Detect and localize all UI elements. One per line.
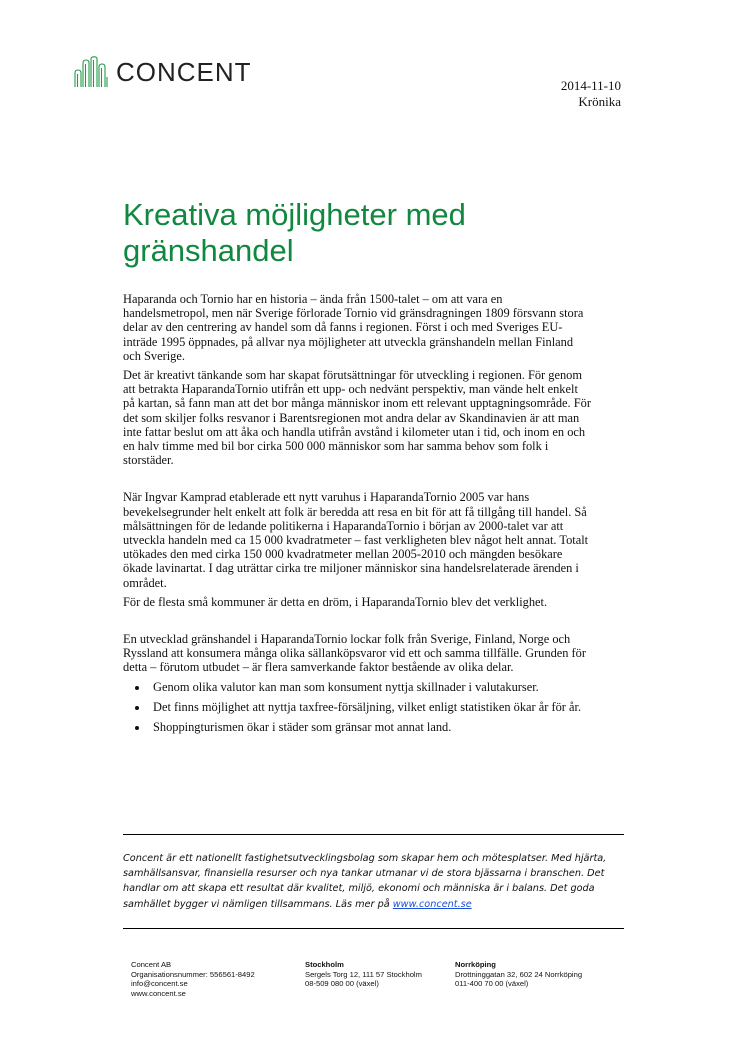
paragraph-creative-thinking: Det är kreativt tänkande som har skapat förutsättningar för utveckling i regionen. För genom att betrakta HaparandaTornio utifrån ett upp- och nedvänt perspektiv, man vände helt enkelt på kartan, så fann man att det bor många människor inom ett relevant upptagningsområde. För det som skiljer folks resvanor i Barentsregionen mot andra delar av Skandinavien är att man inte fattar beslut om att åka och handla utifrån avstånd i kilometer utan i tid, och inom en och en halv timme med bil bor cirka 500 000 människor som har samma behov som folk i storstäder. [123,368,591,468]
footer-company [131,960,255,998]
paragraph-dream: För de flesta små kommuner är detta en dröm, i HaparandaTornio blev det verklighet. [123,594,548,609]
brand-name: CONCENT [116,57,252,87]
stockholm-phone: 08-509 080 00 (växel) [305,979,379,989]
concent-building-icon [73,56,109,88]
about-text: Concent är ett nationellt fastighetsutvecklingsbolag som skapar hem och mötesplatser. Med hjärta, samhällsansvar, finansiella resurser och nya tankar utmanar vi de stora bjässarna i branschen. Det handlar om att skapa ett resultat där kvalitet, miljö, ekonomi och människa är i balans. Det goda samhället bygger vi nämligen tillsammans. Läs mer på [123,853,607,910]
company-email[interactable]: info@concent.se [131,979,188,989]
paragraph-border-trade: En utvecklad gränshandel i HaparandaTornio lockar folk från Sverige, Finland, Norge och Ryssland att konsumera många olika sällanköpsvaror vid ett och samma tillfälle. Grunden för detta – förutom utbudet – är flera samverkande faktor bestående av olika delar. [123,632,587,675]
paragraph-kamprad: När Ingvar Kamprad etablerade ett nytt varuhus i HaparandaTornio 2005 var hans bevekelsegrunder helt enkelt att folk är beredda att resa en bit för att få tillgång till handel. Så målsättningen för de ledande politikerna i HaparandaTornio i början av 2000-talet var att utveckla handeln med ca 15 000 kvadratmeter – fast verkligheten blev något helt annat. Totalt utökades den med cirka 150 000 kvadratmeter mellan 2005-2010 och mängden besökare ökade lavinartat. I dag uträttar cirka tre miljoner människor sina handelsrelaterade ärenden i området. [123,490,589,590]
stockholm-address: Sergels Torg 12, 111 57 Stockholm [305,969,422,979]
norrkoping-address: Drottninggatan 32, 602 24 Norrköping [455,969,583,979]
about-concent [123,851,626,912]
stockholm-city: Stockholm [305,960,344,969]
company-website[interactable]: www.concent.se [131,988,186,998]
concent-logo [73,56,252,88]
org-number: Organisationsnummer: 556561-8492 [131,969,255,979]
paragraph-history: Haparanda och Tornio har en historia – ända från 1500-talet – om att vara en handelsmetropol, men när Sverige förlorade Tornio vid gränsdragningen 1809 försvann stora delar av den centrering av handel som då fanns i regionen. Först i och med Sveriges EU-inträde 1995 öppnades, på allvar nya möjligheter att utveckla gränshandeln mellan Finland och Sverige. [123,292,584,363]
document-meta [561,78,621,110]
divider-bottom [123,928,624,929]
factor-list [123,680,591,735]
page-title: Kreativa möjligheter med gränshandel [123,197,466,268]
list-item: • Genom olika valutor kan man som konsument nyttja skillnader i valutakurser. [149,680,591,694]
document-category: Krönika [578,94,621,109]
company-name: Concent AB [131,960,172,969]
norrkoping-city: Norrköping [455,960,496,969]
article-body [123,292,591,740]
website-link[interactable]: www.concent.se [392,898,472,910]
document-date: 2014-11-10 [560,78,621,93]
footer-norrkoping [455,960,582,989]
norrkoping-phone: 011-400 70 00 (växel) [455,979,529,989]
footer-stockholm [305,960,422,989]
divider-top [123,834,624,835]
list-item: • Shoppingturismen ökar i städer som gränsar mot annat land. [149,720,591,734]
list-item: • Det finns möjlighet att nyttja taxfree-försäljning, vilket enligt statistiken ökar år för år. [149,700,591,714]
